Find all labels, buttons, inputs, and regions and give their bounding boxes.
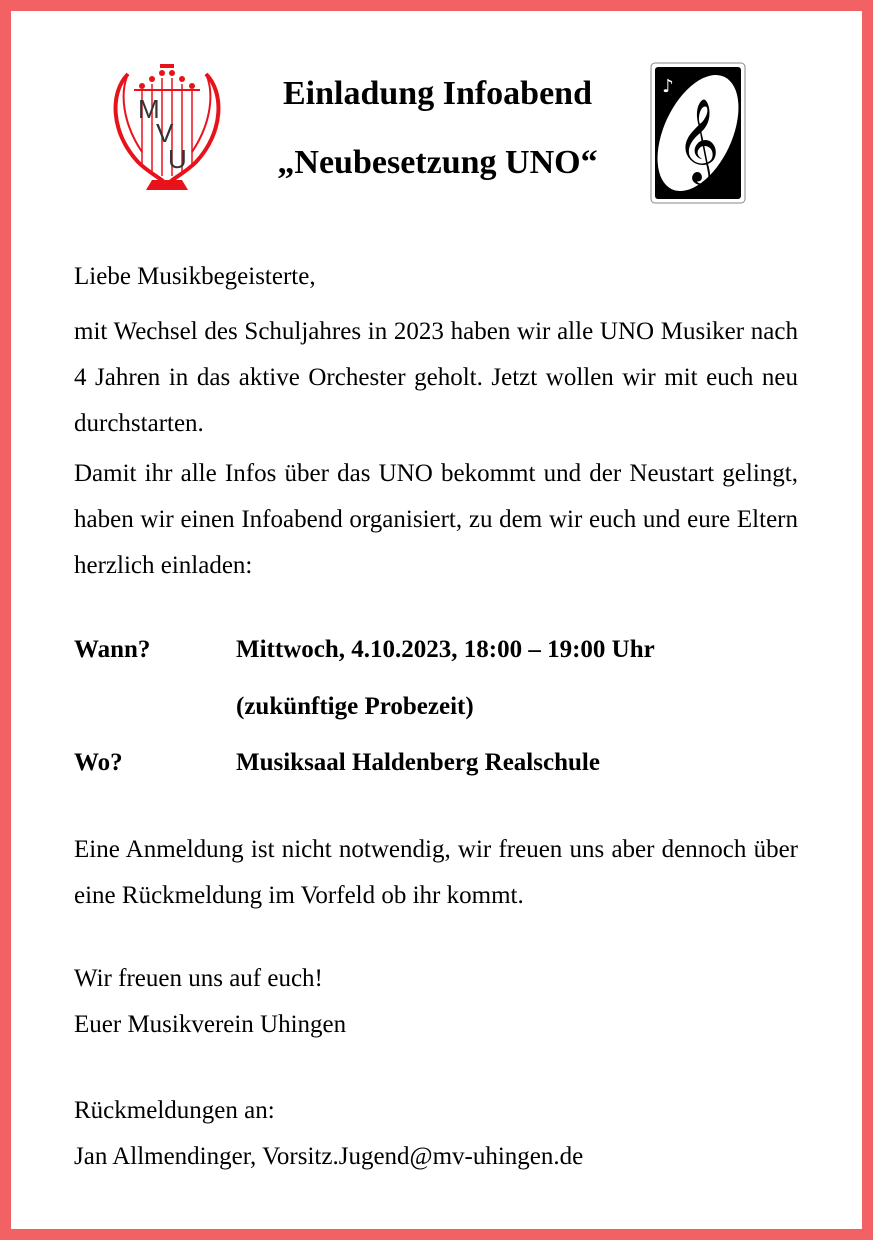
- greeting: Liebe Musikbegeisterte,: [74, 263, 316, 290]
- logo-letter-m: M: [138, 94, 160, 124]
- svg-text:♪: ♪: [662, 76, 674, 97]
- contact-label: Rückmeldungen an:: [74, 1097, 275, 1124]
- closing-line-1: Wir freuen uns auf euch!: [74, 965, 323, 992]
- when-note: (zukünftige Probezeit): [236, 693, 474, 720]
- paragraph-2: Damit ihr alle Infos über das UNO bekommt und der Neustart gelingt, haben wir einen Infoabend organisiert, zu dem wir euch und eure Eltern herzlich einladen:: [74, 460, 798, 579]
- title-line-2: „Neubesetzung UNO“: [277, 144, 598, 181]
- logo-letter-u: U: [168, 144, 187, 174]
- registration-note: Eine Anmeldung ist nicht notwendig, wir freuen uns aber dennoch über eine Rückmeldung im Vorfeld ob ihr kommt.: [74, 836, 798, 909]
- where-label: Wo?: [74, 749, 123, 776]
- logo-letter-v: V: [156, 118, 174, 148]
- paragraph-1: mit Wechsel des Schuljahres in 2023 haben wir alle UNO Musiker nach 4 Jahren in das aktive Orchester geholt. Jetzt wollen wir mit euch neu durchstarten.: [74, 318, 798, 437]
- uno-card-logo: [650, 62, 746, 204]
- contact-value: Jan Allmendinger, Vorsitz.Jugend@mv-uhingen.de: [74, 1143, 584, 1170]
- where-value: Musiksaal Haldenberg Realschule: [236, 749, 600, 776]
- svg-text:♪: ♪: [722, 174, 734, 195]
- closing-line-2: Euer Musikverein Uhingen: [74, 1011, 347, 1038]
- when-label: Wann?: [74, 636, 151, 663]
- svg-text:𝄞: 𝄞: [676, 97, 720, 181]
- title-line-1: Einladung Infoabend: [283, 75, 592, 112]
- mvu-lyre-logo: [108, 62, 226, 192]
- when-value: Mittwoch, 4.10.2023, 18:00 – 19:00 Uhr: [236, 636, 655, 663]
